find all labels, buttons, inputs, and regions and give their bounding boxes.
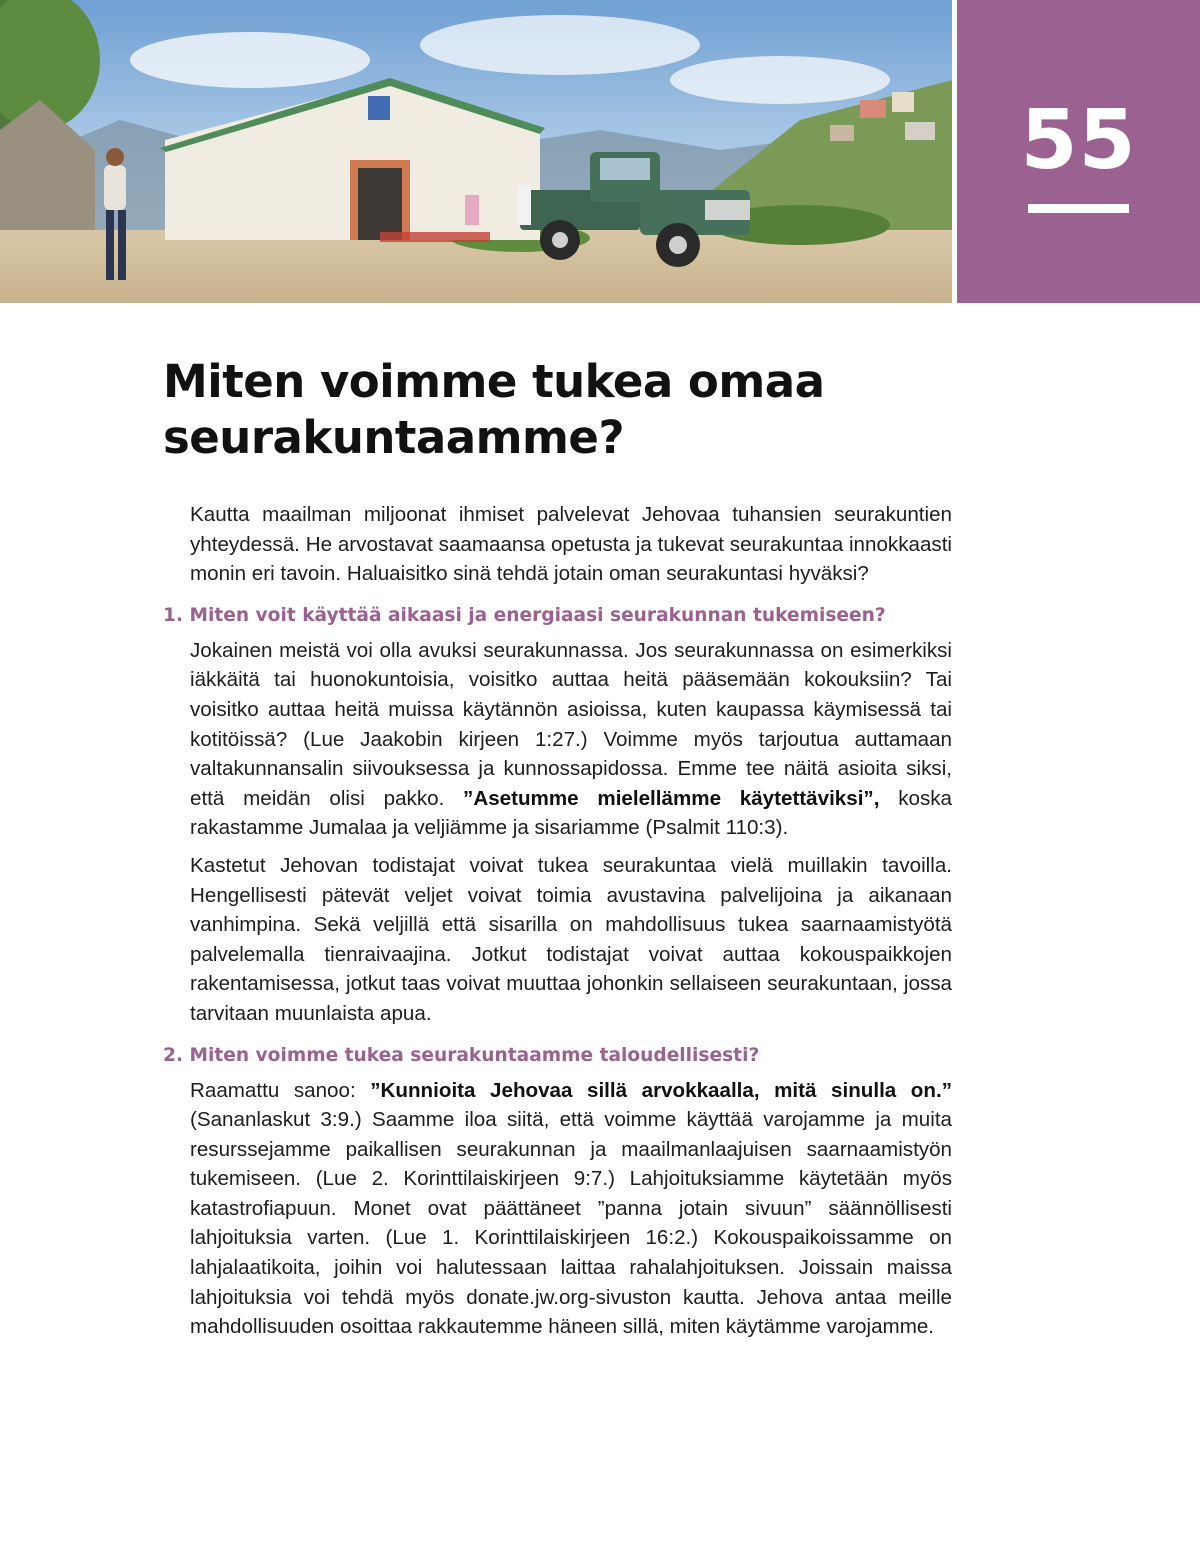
article-body: [163, 500, 953, 1350]
scripture-quote-bold: ”Asetumme mielellämme käytettäviksi”,: [463, 786, 880, 810]
lesson-number-box: [957, 0, 1200, 303]
question-1: 1. Miten voit käyttää aikaasi ja energiaasi seurakunnan tukemiseen?: [163, 604, 886, 626]
section-1-paragraph-2: Kastetut Jehovan todistajat voivat tukea seurakuntaa vielä muillakin tavoilla. Hengellisesti pätevät veljet voivat toimia avustavina palvelijoina ja aikanaan vanhimpina. Sekä veljillä että sisarilla on mahdollisuus tukea saarnaamistyötä palvelemalla tienraivaajina. Jotkut todistajat voivat auttaa kokouspaikkojen rakentamisessa, jotkut taas voivat muuttaa johonkin sellaiseen seurakuntaan, jossa tarvitaan muunlaista apua.: [190, 853, 952, 1025]
section-2-paragraph-1: Raamattu sanoo: ”Kunnioita Jehovaa sillä arvokkaalla, mitä sinulla on.” (Sananlaskut 3:9.) Saamme iloa siitä, että voimme käyttää varojamme ja muita resurssejamme paikallisen seurakunnan ja maailmanlaajuisen saarnaamistyön tukemiseen. (Lue 2. Korinttilaiskirjeen 9:7.) Lahjoituksiamme käytetään myös katastrofiapuun. Monet ovat päättäneet ”panna jotain sivuun” säännöllisesti lahjoituksia varten. (Lue 1. Korinttilaiskirjeen 16:2.) Kokouspaikoissamme on lahjalaatikoita, joihin voi halutessaan laittaa rahalahjoituksen. Joissain maissa lahjoituksia voi tehdä myös donate.jw.org-sivuston kautta. Jehova antaa meille mahdollisuuden osoittaa rakkautemme häneen sillä, miten käytämme varojamme.: [190, 1078, 952, 1339]
scripture-quote-bold: ”Kunnioita Jehovaa sillä arvokkaalla, mitä sinulla on.”: [370, 1078, 952, 1102]
hero-image: [0, 0, 952, 303]
intro-paragraph: Kautta maailman miljoonat ihmiset palvelevat Jehovaa tuhansien seurakuntien yhteydessä. He arvostavat saamaansa opetusta ja tukevat seurakuntaa innokkaasti monin eri tavoin. Haluaisitko sinä tehdä jotain oman seurakuntasi hyväksi?: [190, 503, 952, 586]
section-1-paragraph-1: Jokainen meistä voi olla avuksi seurakunnassa. Jos seurakunnassa on esimerkiksi iäkkäitä tai huonokuntoisia, voisitko auttaa heitä pääsemään kokouksiin? Tai voisitko auttaa heitä muissa käytännön asioissa, kuten kaupassa käymisessä tai kotitöissä? (Lue Jaakobin kirjeen 1:27.) Voimme myös tarjoutua auttamaan valtakunnansalin siivouksessa ja kunnossapidossa. Emme tee näitä asioita siksi, että meidän olisi pakko. ”Asetumme mielellämme käytettäviksi”, koska rakastamme Jumalaa ja veljiämme ja sisariamme (Psalmit 110:3).: [190, 638, 952, 840]
page-title: Miten voimme tukea omaa seurakuntaamme?: [163, 355, 825, 464]
lesson-number-underline: [1028, 204, 1129, 213]
lesson-number: 55: [1020, 93, 1137, 188]
question-2: 2. Miten voimme tukea seurakuntaamme taloudellisesti?: [163, 1044, 760, 1066]
